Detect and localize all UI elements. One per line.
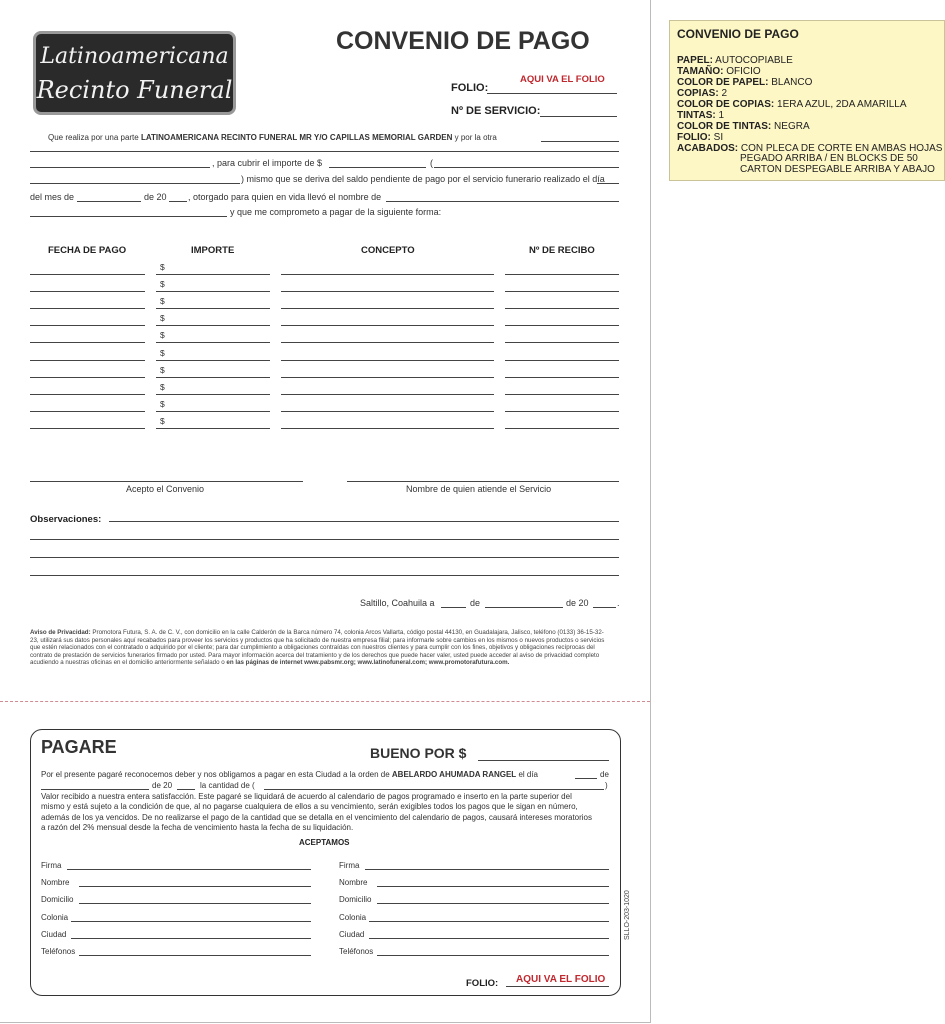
spec-row	[677, 132, 723, 143]
payment-amount-field[interactable]	[156, 274, 270, 275]
signer-2-field[interactable]	[377, 886, 609, 887]
payment-receipt-field[interactable]	[505, 308, 619, 309]
spec-value: AUTOCOPIABLE	[715, 55, 793, 66]
currency-sign: $	[160, 313, 165, 324]
payment-amount-field[interactable]	[156, 342, 270, 343]
payment-concept-field[interactable]	[281, 325, 494, 326]
payment-amount-field[interactable]	[156, 394, 270, 395]
col-header-date: FECHA DE PAGO	[48, 245, 127, 256]
amount-paren: (	[430, 158, 433, 168]
pagare-field-label: Colonia	[41, 912, 69, 922]
form-code: SLLO-203-1020	[624, 890, 631, 940]
pagare-month-field[interactable]	[41, 789, 149, 790]
deceased-name-field-2[interactable]	[30, 216, 227, 217]
other-party-field[interactable]	[541, 141, 619, 142]
signer-1-field[interactable]	[79, 955, 311, 956]
balance-text: ) mismo que se deriva del saldo pendiente de pago por el servicio funerario realizado el día	[241, 174, 605, 184]
pagare-amount-field[interactable]	[264, 789, 604, 790]
payment-receipt-field[interactable]	[505, 342, 619, 343]
agreement-line-1: Que realiza por una parte LATINOAMERICANA RECINTO FUNERAL MR Y/O CAPILLAS MEMORIAL GARDEN y por la otra	[48, 133, 497, 142]
pagare-field-label: Ciudad	[339, 929, 365, 939]
date-end: .	[617, 598, 620, 608]
spec-key: TINTAS:	[677, 110, 716, 121]
month-text: del mes de	[30, 192, 75, 202]
pagare-year-text: de 20	[152, 781, 173, 790]
other-party-field-2[interactable]	[30, 151, 619, 152]
cut-line	[0, 701, 650, 702]
payment-amount-field[interactable]	[156, 411, 270, 412]
spec-key: COLOR DE COPIAS:	[677, 99, 775, 110]
date-de1: de	[470, 598, 481, 608]
specs-title: CONVENIO DE PAGO	[677, 27, 799, 41]
folio-value: AQUI VA EL FOLIO	[520, 74, 605, 85]
payment-date-field[interactable]	[30, 394, 145, 395]
payment-date-field[interactable]	[30, 274, 145, 275]
logo-line-1: Latinoamericana	[40, 44, 229, 69]
currency-sign: $	[160, 330, 165, 341]
month-field[interactable]	[77, 201, 141, 202]
specs-extra-1: PEGADO ARRIBA / EN BLOCKS DE 50	[740, 153, 918, 164]
specs-extra-2: CARTON DESPEGABLE ARRIBA Y ABAJO	[740, 164, 935, 175]
signer-1-field[interactable]	[71, 921, 311, 922]
pagare-field-label: Firma	[41, 861, 62, 870]
spec-row	[677, 99, 907, 110]
signer-1-field[interactable]	[79, 886, 311, 887]
payment-receipt-field[interactable]	[505, 377, 619, 378]
currency-sign: $	[160, 381, 165, 392]
currency-sign: $	[160, 279, 165, 290]
accept-label: Acepto el Convenio	[126, 484, 205, 494]
signer-2-field[interactable]	[377, 955, 609, 956]
payment-amount-field[interactable]	[156, 360, 270, 361]
accept-signature-line[interactable]	[30, 481, 303, 482]
col-header-concept: CONCEPTO	[361, 245, 415, 256]
city-text: Saltillo, Coahuila a	[360, 598, 435, 608]
payment-amount-field[interactable]	[156, 291, 270, 292]
pagare-body: Valor recibido a nuestra entera satisfacción. Este pagaré se liquidará de acuerdo al calendario de pagos programado e inserto en la parte superior del mismo y está sujeto a la condición de que, al no pagarse cualquiera de ellos a su vencimiento, serán exigibles todos los pagos que le sigan en número, además de los ya vencidos. De no realizarse el pago de la cantidad que se detalla en el vencimiento del calendario de pagos, causará intereses moratorios a razón del 2% mensual desde la fecha de vencimiento hasta la fecha de su liquidación.	[41, 792, 592, 833]
payment-concept-field[interactable]	[281, 428, 494, 429]
pagare-line-1: Por el presente pagaré reconocemos deber y nos obligamos a pagar en esta Ciudad a la orden de ABELARDO AHUMADA RANGEL el día	[41, 770, 539, 779]
payment-date-field[interactable]	[30, 342, 145, 343]
spec-row	[677, 88, 727, 99]
spec-value: 2	[721, 88, 728, 99]
spec-value: BLANCO	[771, 77, 813, 88]
signer-2-field[interactable]	[377, 903, 609, 904]
col-header-receipt: Nº DE RECIBO	[529, 245, 595, 256]
payment-amount-field[interactable]	[156, 325, 270, 326]
spec-key: COLOR DE TINTAS:	[677, 121, 772, 132]
pagare-folio-label: FOLIO:	[466, 978, 499, 989]
pagare-paren-close: )	[605, 781, 608, 790]
pagare-year-field[interactable]	[177, 789, 195, 790]
amount-field[interactable]	[329, 167, 426, 168]
signer-1-field[interactable]	[67, 869, 311, 870]
deceased-name-field[interactable]	[386, 201, 619, 202]
payment-date-field[interactable]	[30, 325, 145, 326]
spec-value: NEGRA	[774, 121, 810, 132]
payment-date-field[interactable]	[30, 308, 145, 309]
signer-1-field[interactable]	[79, 903, 311, 904]
specs-panel	[669, 20, 945, 181]
spec-row	[677, 55, 793, 66]
logo-line-2: Recinto Funeral	[36, 76, 233, 104]
spec-key: PAPEL:	[677, 55, 713, 66]
servicio-label: Nº DE SERVICIO:	[451, 105, 541, 117]
pagare-field-label: Domicilio	[339, 895, 372, 905]
payment-concept-field[interactable]	[281, 394, 494, 395]
signer-2-field[interactable]	[365, 869, 609, 870]
pagare-field-label: Teléfonos	[41, 947, 76, 956]
amount-words-field[interactable]	[434, 167, 619, 168]
client-name-field[interactable]	[30, 167, 210, 168]
attendant-label: Nombre de quien atiende el Servicio	[406, 484, 552, 494]
observaciones-line-4[interactable]	[30, 575, 619, 576]
spec-key: COPIAS:	[677, 88, 719, 99]
pagare-de: de	[600, 770, 609, 779]
spec-key: COLOR DE PAPEL:	[677, 77, 769, 88]
observaciones-line-2[interactable]	[30, 539, 619, 540]
observaciones-label: Observaciones:	[30, 514, 102, 525]
pagare-folio-value: AQUI VA EL FOLIO	[516, 974, 606, 985]
pagare-amount-text: la cantidad de (	[200, 781, 255, 790]
day-field[interactable]	[597, 183, 619, 184]
bueno-por-field[interactable]	[478, 760, 609, 761]
payment-receipt-field[interactable]	[505, 411, 619, 412]
pagare-folio-line	[506, 986, 609, 987]
date-month-field[interactable]	[485, 607, 563, 608]
currency-sign: $	[160, 262, 165, 272]
currency-sign: $	[160, 415, 165, 426]
aceptamos-label: ACEPTAMOS	[299, 838, 350, 847]
signer-1-field[interactable]	[71, 938, 311, 939]
date-day-field[interactable]	[441, 607, 466, 608]
currency-sign: $	[160, 296, 165, 307]
year-field[interactable]	[169, 201, 187, 202]
payment-date-field[interactable]	[30, 291, 145, 292]
spec-key: FOLIO:	[677, 132, 711, 143]
spec-row	[677, 66, 761, 77]
spec-row	[677, 77, 812, 88]
spec-value: OFICIO	[726, 66, 761, 77]
currency-sign: $	[160, 364, 165, 375]
observaciones-line-1[interactable]	[109, 521, 619, 522]
pagare-field-label: Nombre	[41, 878, 70, 888]
spec-row	[677, 110, 724, 121]
currency-sign: $	[160, 398, 165, 409]
observaciones-line-3[interactable]	[30, 557, 619, 558]
amount-text: , para cubrir el importe de $	[212, 158, 323, 168]
pagare-field-label: Domicilio	[41, 895, 74, 905]
payment-receipt-field[interactable]	[505, 274, 619, 275]
spec-value: 1ERA AZUL, 2DA AMARILLA	[777, 99, 907, 110]
spec-key: ACABADOS:	[677, 143, 739, 154]
company-logo	[33, 31, 236, 115]
payment-receipt-field[interactable]	[505, 360, 619, 361]
payment-concept-field[interactable]	[281, 274, 494, 275]
pagare-field-label: Firma	[339, 861, 360, 870]
payment-date-field[interactable]	[30, 411, 145, 412]
spec-value: 1	[718, 110, 725, 121]
payment-date-field[interactable]	[30, 360, 145, 361]
payment-concept-field[interactable]	[281, 308, 494, 309]
payment-date-field[interactable]	[30, 428, 145, 429]
pagare-day-field[interactable]	[575, 778, 597, 779]
spec-value: SI	[713, 132, 724, 143]
pagare-field-label: Teléfonos	[339, 947, 374, 956]
spec-key: TAMAÑO:	[677, 66, 724, 77]
payment-receipt-field[interactable]	[505, 394, 619, 395]
commit-text: y que me comprometo a pagar de la siguiente forma:	[230, 207, 442, 217]
payment-concept-field[interactable]	[281, 360, 494, 361]
spec-row	[677, 121, 810, 132]
payment-amount-field[interactable]	[156, 377, 270, 378]
pagare-title: PAGARE	[41, 737, 117, 757]
bueno-por-label: BUENO POR $	[370, 745, 467, 761]
date-year-field[interactable]	[593, 607, 616, 608]
payment-date-field[interactable]	[30, 377, 145, 378]
amount-words-field-2[interactable]	[30, 183, 240, 184]
deceased-text: , otorgado para quien en vida llevó el nombre de	[188, 192, 382, 202]
payment-amount-field[interactable]	[156, 428, 270, 429]
payment-concept-field[interactable]	[281, 377, 494, 378]
form-title: CONVENIO DE PAGO	[336, 27, 590, 55]
payment-concept-field[interactable]	[281, 411, 494, 412]
servicio-field[interactable]	[540, 116, 617, 117]
payment-receipt-field[interactable]	[505, 428, 619, 429]
date-de2: de 20	[566, 598, 589, 608]
payment-concept-field[interactable]	[281, 291, 494, 292]
pagare-field-label: Ciudad	[41, 929, 67, 939]
col-header-amount: IMPORTE	[191, 245, 235, 256]
folio-line	[487, 93, 617, 94]
folio-label: FOLIO:	[451, 82, 489, 94]
payment-receipt-field[interactable]	[505, 325, 619, 326]
year-text: de 20	[144, 192, 167, 202]
attendant-signature-line[interactable]	[347, 481, 619, 482]
spec-value: CON PLECA DE CORTE EN AMBAS HOJAS	[740, 143, 943, 154]
pagare-field-label: Colonia	[339, 912, 367, 922]
currency-sign: $	[160, 347, 165, 358]
pagare-field-label: Nombre	[339, 878, 368, 888]
signer-2-field[interactable]	[369, 938, 609, 939]
payment-receipt-field[interactable]	[505, 291, 619, 292]
signer-2-field[interactable]	[369, 921, 609, 922]
payment-concept-field[interactable]	[281, 342, 494, 343]
payment-amount-field[interactable]	[156, 308, 270, 309]
privacy-notice: Aviso de Privacidad: Promotora Futura, S. A. de C. V., con domicilio en la calle Calderón de la Barca número 74, colonia Arcos Vallarta, código postal 44130, en Guadalajara, Jalisco, teléfono (0133) 36-15-32- 23, utilizará sus datos personales aquí recabados para proveer los servicios y productos que ha solicitado de nuestra empresa filial; para informarle sobre cambios en los mismos o nuevos productos o servicios que estén relacionados con el contratado o adquirido por el cliente; para dar cumplimiento a obligaciones contraídas con nuestros clientes y para cumplir con los fines, objetivos y obligaciones recíprocas del contrato de prestación de servicios funerarios firmado por usted. Para mayor información acerca del tratamiento y de los derechos que puede hacer valer, usted puede acceder al aviso de privacidad completo acudiendo a nuestras oficinas en el domicilio anteriormente señalado o en las páginas de internet www.pabsmr.org; www.latinofuneral.com; www.promotorafutura.com.	[30, 629, 605, 667]
